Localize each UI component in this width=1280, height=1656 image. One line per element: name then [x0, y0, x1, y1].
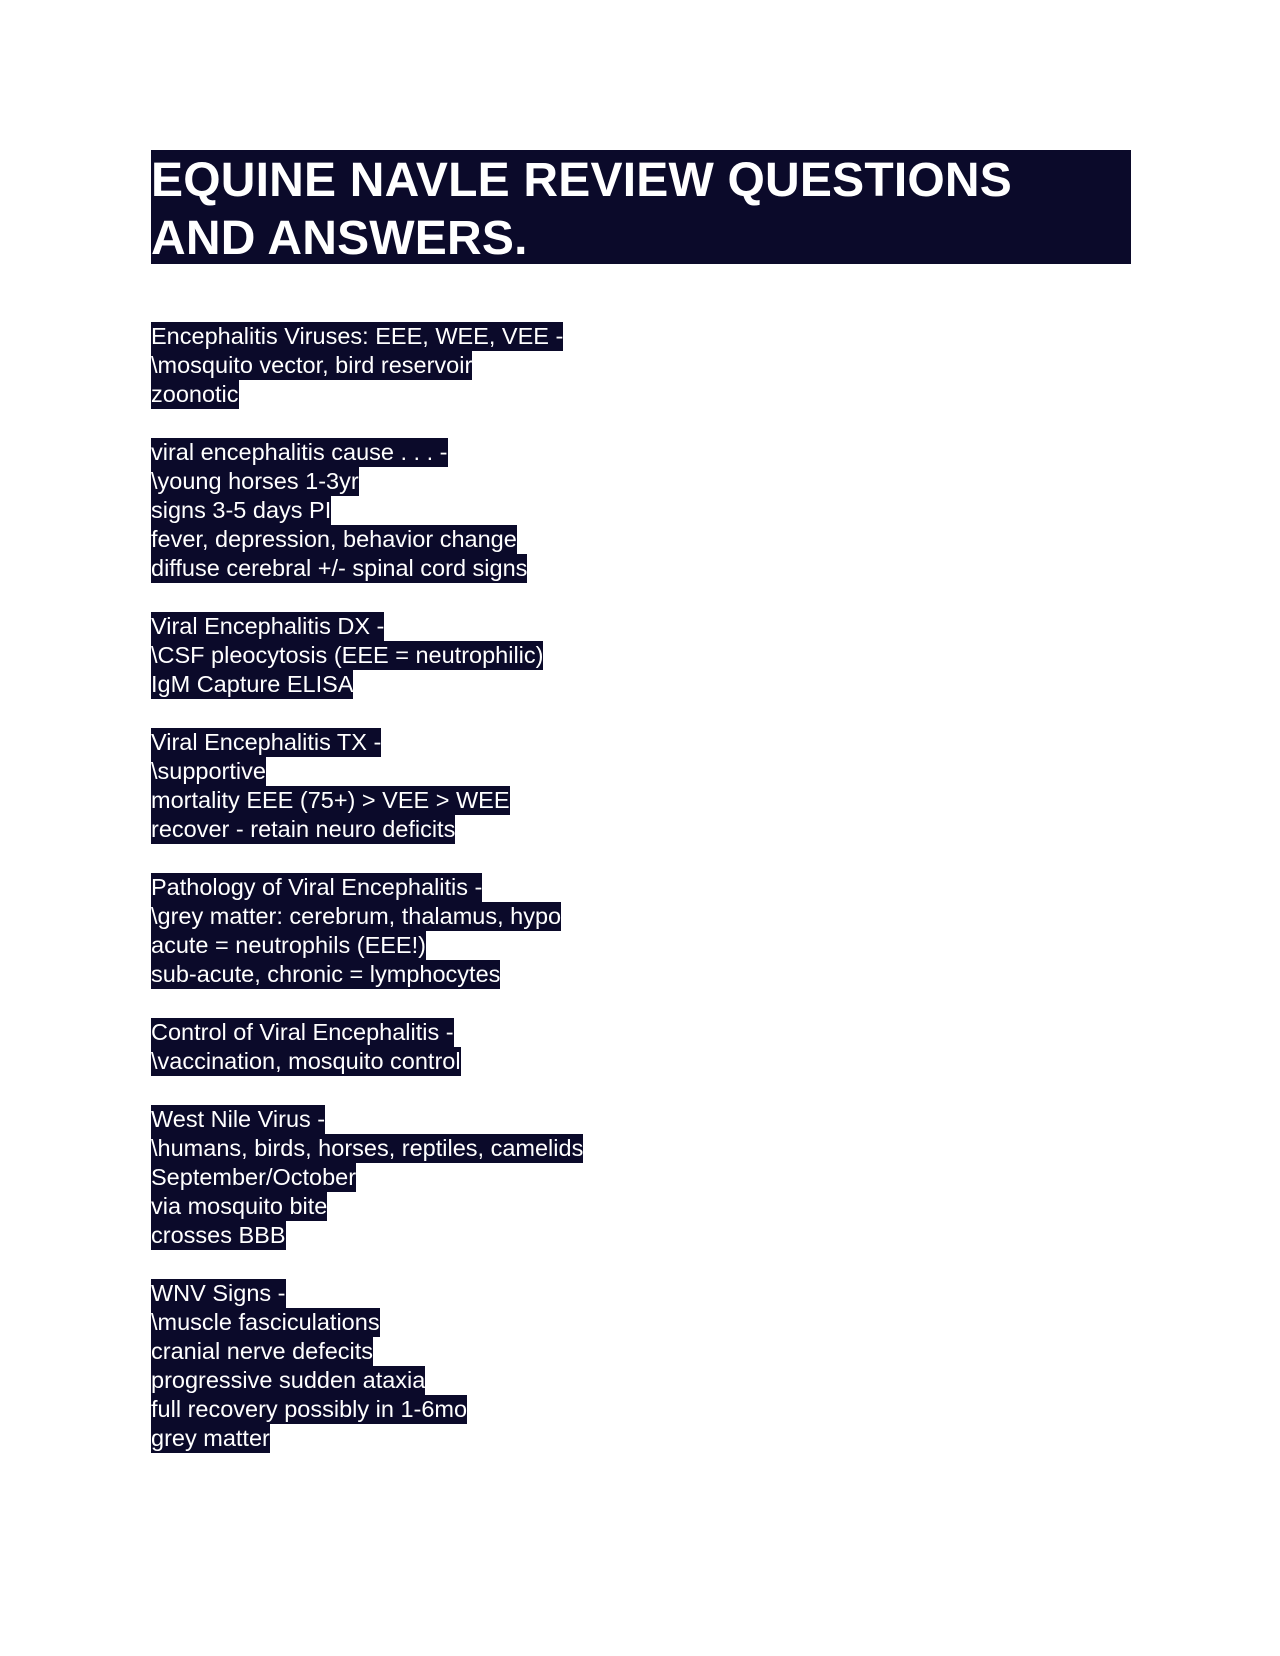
highlighted-text: mortality EEE (75+) > VEE > WEE — [151, 787, 510, 813]
qa-item — [151, 1279, 1131, 1453]
qa-question — [151, 728, 1131, 757]
qa-question — [151, 1279, 1131, 1308]
qa-answer-line — [151, 960, 1131, 989]
qa-question — [151, 1018, 1131, 1047]
highlighted-text: Encephalitis Viruses: EEE, WEE, VEE - — [151, 323, 564, 349]
highlighted-text: recover - retain neuro deficits — [151, 816, 456, 842]
qa-question — [151, 1105, 1131, 1134]
highlighted-text: \CSF pleocytosis (EEE = neutrophilic) — [151, 642, 544, 668]
qa-item — [151, 873, 1131, 989]
highlighted-text: West Nile Virus - — [151, 1106, 326, 1132]
highlighted-text: signs 3-5 days PI — [151, 497, 332, 523]
qa-answer-line — [151, 902, 1131, 931]
qa-answer-line — [151, 931, 1131, 960]
qa-answer-line — [151, 1395, 1131, 1424]
highlighted-text: IgM Capture ELISA — [151, 671, 354, 697]
highlighted-text: fever, depression, behavior change — [151, 526, 517, 552]
qa-answer-line — [151, 1366, 1131, 1395]
qa-question — [151, 612, 1131, 641]
highlighted-text: viral encephalitis cause . . . - — [151, 439, 448, 465]
qa-answer-line — [151, 496, 1131, 525]
qa-answer-line — [151, 641, 1131, 670]
qa-item — [151, 1018, 1131, 1076]
qa-answer-line — [151, 1337, 1131, 1366]
highlighted-text: \vaccination, mosquito control — [151, 1048, 461, 1074]
highlighted-text: sub-acute, chronic = lymphocytes — [151, 961, 501, 987]
highlighted-text: \muscle fasciculations — [151, 1309, 380, 1335]
qa-answer-line — [151, 1308, 1131, 1337]
highlighted-text: September/October — [151, 1164, 357, 1190]
highlighted-text: Control of Viral Encephalitis - — [151, 1019, 454, 1045]
qa-answer-line — [151, 815, 1131, 844]
highlighted-text: grey matter — [151, 1425, 270, 1451]
qa-answer-line — [151, 670, 1131, 699]
highlighted-text: Pathology of Viral Encephalitis - — [151, 874, 483, 900]
qa-answer-line — [151, 1047, 1131, 1076]
qa-answer-line — [151, 1134, 1131, 1163]
highlighted-text: Viral Encephalitis TX - — [151, 729, 382, 755]
qa-question — [151, 438, 1131, 467]
qa-list — [151, 322, 1131, 1453]
highlighted-text: full recovery possibly in 1-6mo — [151, 1396, 468, 1422]
qa-answer-line — [151, 757, 1131, 786]
highlighted-text: crosses BBB — [151, 1222, 286, 1248]
qa-item — [151, 438, 1131, 583]
highlighted-text: Viral Encephalitis DX - — [151, 613, 385, 639]
highlighted-text: acute = neutrophils (EEE!) — [151, 932, 426, 958]
qa-question — [151, 873, 1131, 902]
qa-item — [151, 612, 1131, 699]
document-title — [151, 150, 1131, 264]
qa-answer-line — [151, 467, 1131, 496]
qa-answer-line — [151, 1424, 1131, 1453]
title-line-2: AND ANSWERS. — [151, 212, 528, 265]
highlighted-text: \young horses 1-3yr — [151, 468, 359, 494]
highlighted-text: \humans, birds, horses, reptiles, camelids — [151, 1135, 584, 1161]
highlighted-text: progressive sudden ataxia — [151, 1367, 426, 1393]
qa-answer-line — [151, 554, 1131, 583]
highlighted-text: zoonotic — [151, 381, 239, 407]
qa-answer-line — [151, 1192, 1131, 1221]
qa-answer-line — [151, 351, 1131, 380]
qa-question — [151, 322, 1131, 351]
qa-item — [151, 1105, 1131, 1250]
title-line-1: EQUINE NAVLE REVIEW QUESTIONS — [151, 154, 1013, 207]
qa-answer-line — [151, 1221, 1131, 1250]
highlighted-text: diffuse cerebral +/- spinal cord signs — [151, 555, 528, 581]
highlighted-text: \mosquito vector, bird reservoir — [151, 352, 473, 378]
qa-answer-line — [151, 380, 1131, 409]
highlighted-text: WNV Signs - — [151, 1280, 286, 1306]
document-page — [151, 150, 1131, 1482]
qa-answer-line — [151, 1163, 1131, 1192]
highlighted-text: via mosquito bite — [151, 1193, 328, 1219]
qa-answer-line — [151, 786, 1131, 815]
highlighted-text: \grey matter: cerebrum, thalamus, hypo — [151, 903, 562, 929]
qa-answer-line — [151, 525, 1131, 554]
highlighted-text: cranial nerve defecits — [151, 1338, 374, 1364]
qa-item — [151, 322, 1131, 409]
highlighted-text: \supportive — [151, 758, 266, 784]
qa-item — [151, 728, 1131, 844]
